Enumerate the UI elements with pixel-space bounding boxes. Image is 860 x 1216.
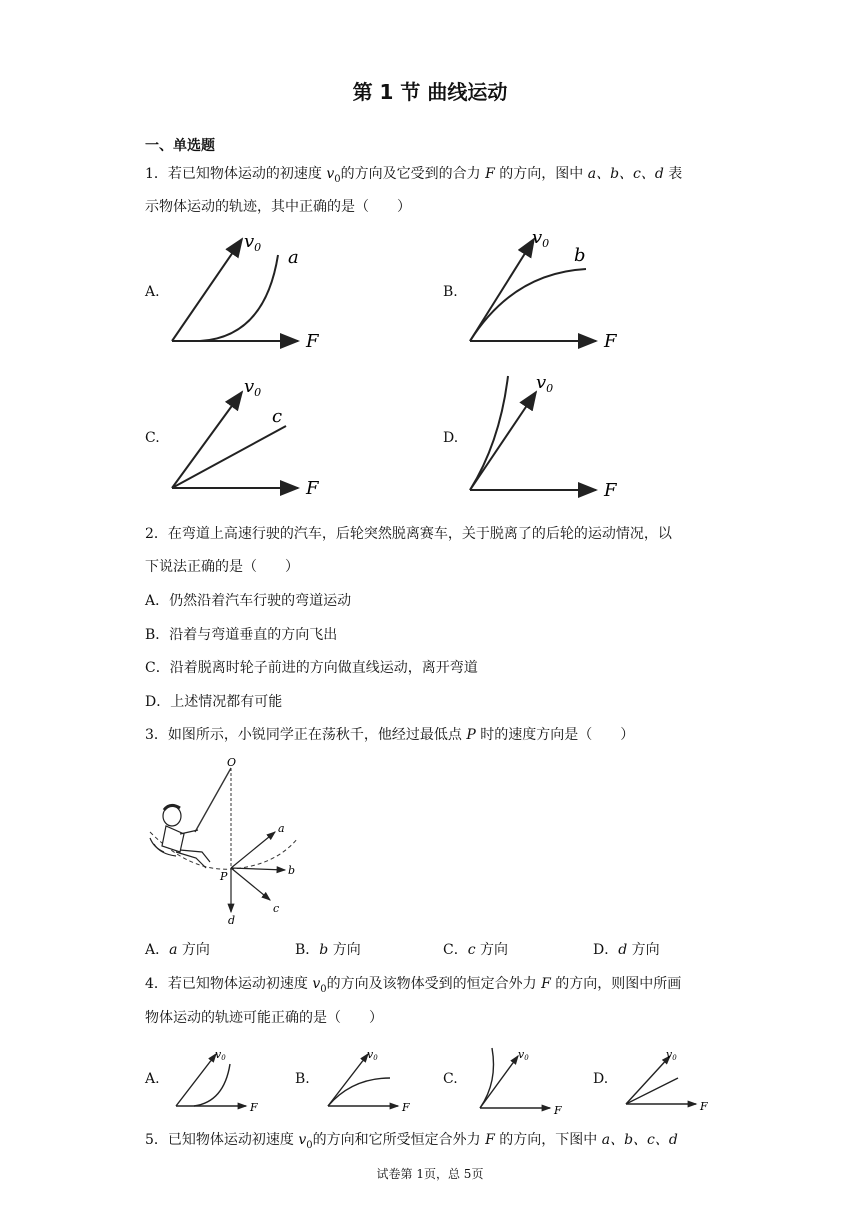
option-suffix: 方向 <box>475 942 509 958</box>
q1-option-b-label[interactable]: B. <box>443 284 458 300</box>
q1-stem-line1 <box>145 164 682 190</box>
q4-figure-d <box>618 1042 718 1116</box>
q1-figure-b <box>458 225 633 355</box>
label-c: c <box>273 902 280 915</box>
option-suffix: 方向 <box>328 942 361 958</box>
label-p: P <box>220 870 228 883</box>
q1-text: 表 <box>663 166 683 182</box>
q4-figure-c <box>472 1042 572 1116</box>
q4-option-c-label[interactable]: C. <box>443 1071 458 1087</box>
label-d: d <box>228 914 236 927</box>
q3-option-a[interactable] <box>145 940 210 960</box>
q5-text: 5．已知物体运动初速度 <box>145 1132 299 1148</box>
point-p-symbol: P <box>466 727 476 743</box>
q4-stem-line2: 物体运动的轨迹可能正确的是（ ） <box>145 1010 383 1026</box>
q1-text: 的方向，图中 <box>494 166 588 182</box>
q2-stem-line2: 下说法正确的是（ ） <box>145 559 299 575</box>
curve-label: b <box>574 245 586 266</box>
option-suffix: 方向 <box>627 942 660 958</box>
label-b: b <box>288 864 296 877</box>
q2-stem-line1: 2．在弯道上高速行驶的汽车，后轮突然脱离赛车，关于脱离了的后轮的运动情况，以 <box>145 526 672 542</box>
option-suffix: 方向 <box>177 942 210 958</box>
force-symbol: F <box>485 1132 495 1148</box>
option-prefix: B． <box>295 942 320 958</box>
v0-subscript: 0 <box>306 1139 313 1151</box>
q1-option-a-label[interactable]: A. <box>145 284 160 300</box>
q5-text: 的方向和它所受恒定合外力 <box>312 1132 486 1148</box>
q1-figure-c <box>160 372 335 502</box>
q5-stem-line1 <box>145 1130 678 1156</box>
q5-text: 的方向，下图中 <box>494 1132 602 1148</box>
q1-stem-line2: 示物体运动的轨迹，其中正确的是（ ） <box>145 199 411 215</box>
force-label: F <box>402 1101 410 1114</box>
force-label: F <box>306 478 319 499</box>
swing-figure <box>140 752 330 934</box>
child-figure <box>150 805 210 868</box>
q3-text: 3．如图所示，小锐同学正在荡秋千，他经过最低点 <box>145 727 467 743</box>
v0-symbol: v <box>298 1132 307 1148</box>
q2-option-b[interactable]: B．沿着与弯道垂直的方向飞出 <box>145 627 338 643</box>
q2-option-c[interactable]: C．沿着脱离时轮子前进的方向做直线运动，离开弯道 <box>145 660 478 676</box>
option-letter: d <box>618 942 628 958</box>
v0-symbol: v <box>326 166 335 182</box>
q4-figure-a <box>168 1042 268 1116</box>
q1-option-c-label[interactable]: C. <box>145 430 160 446</box>
force-label: F <box>554 1104 562 1116</box>
curve-letters: a、b、c、d <box>587 166 664 182</box>
v0-label: v0 <box>215 1048 226 1062</box>
q4-text: 4．若已知物体运动初速度 <box>145 976 313 992</box>
page-footer: 试卷第 1页，总 5页 <box>376 1167 484 1181</box>
curve-letters: a、b、c、d <box>601 1132 678 1148</box>
option-letter: b <box>319 942 329 958</box>
q3-stem <box>145 725 634 745</box>
option-prefix: C． <box>443 942 468 958</box>
q1-figure-a <box>160 225 335 355</box>
option-letter: a <box>169 942 178 958</box>
page-title: 第 1 节 曲线运动 <box>352 80 508 104</box>
q2-option-d[interactable]: D．上述情况都有可能 <box>145 694 283 710</box>
v0-symbol: v <box>312 976 321 992</box>
v0-subscript: 0 <box>320 983 327 995</box>
option-prefix: A． <box>145 942 170 958</box>
q4-text: 的方向及该物体受到的恒定合外力 <box>326 976 542 992</box>
q3-option-b[interactable] <box>295 940 361 960</box>
option-letter: c <box>467 942 476 958</box>
q3-option-c[interactable] <box>443 940 508 960</box>
q1-figure-d <box>458 372 633 502</box>
curve-label: a <box>288 247 299 268</box>
v0-label: $v_0$ <box>532 227 550 250</box>
curve-label: c <box>272 406 283 427</box>
force-symbol: F <box>485 166 495 182</box>
label-o: O <box>227 756 237 769</box>
force-label: F <box>700 1100 708 1113</box>
q4-text: 的方向，则图中所画 <box>550 976 682 992</box>
force-label: F <box>604 331 617 352</box>
q2-option-a[interactable]: A．仍然沿着汽车行驶的弯道运动 <box>145 593 352 609</box>
force-label: F <box>250 1101 258 1114</box>
force-label: F <box>604 480 617 501</box>
v0-subscript: 0 <box>334 173 341 185</box>
label-a: a <box>278 822 285 835</box>
v0-label: $v_0$ <box>244 231 262 254</box>
section-heading: 一、单选题 <box>145 138 215 154</box>
option-prefix: D． <box>593 942 619 958</box>
q1-text: 1．若已知物体运动的初速度 <box>145 166 327 182</box>
q4-figure-b <box>320 1042 420 1116</box>
v0-label: $v_0$ <box>244 376 262 399</box>
v0-label: v0 <box>518 1048 529 1062</box>
q4-option-a-label[interactable]: A. <box>145 1071 160 1087</box>
q4-option-d-label[interactable]: D. <box>593 1071 609 1087</box>
q4-option-b-label[interactable]: B. <box>295 1071 310 1087</box>
v0-label: $v_0$ <box>536 372 554 395</box>
v0-label: v0 <box>367 1048 378 1062</box>
q1-option-d-label[interactable]: D. <box>443 430 459 446</box>
q3-text: 时的速度方向是（ ） <box>475 727 635 743</box>
v0-label: v0 <box>666 1048 677 1062</box>
force-symbol: F <box>541 976 551 992</box>
force-label: F <box>306 331 319 352</box>
q3-option-d[interactable] <box>593 940 660 960</box>
q1-text: 的方向及它受到的合力 <box>340 166 486 182</box>
q4-stem-line1 <box>145 974 681 1000</box>
